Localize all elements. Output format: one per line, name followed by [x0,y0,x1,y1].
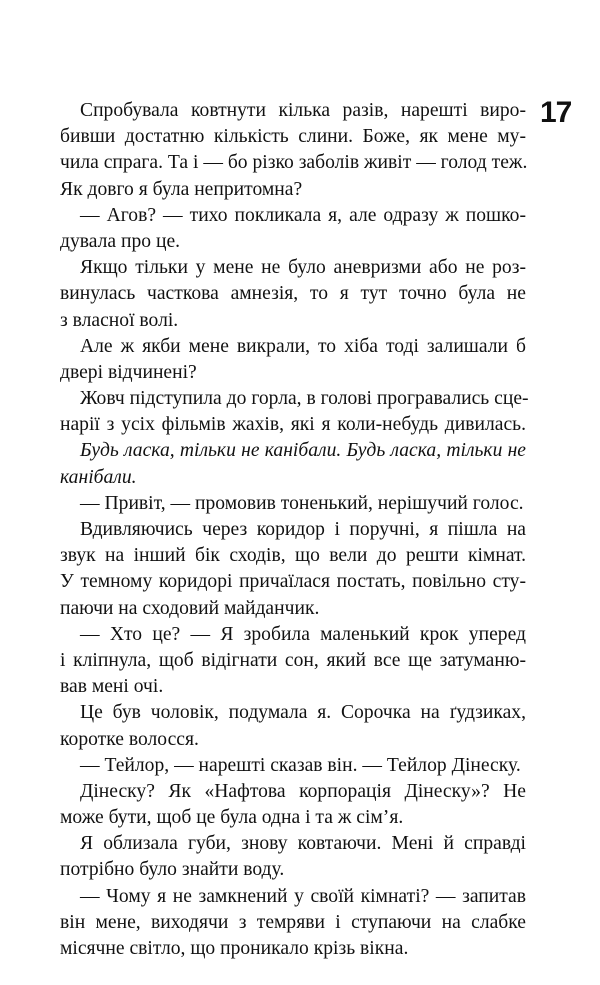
text-line: — Хто це? — Я зробила маленький крок уперед [80,623,526,645]
text-line: — Чому я не замкнений у своїй кімнаті? — запитав [80,885,526,907]
text-line: Вдивляючись через коридор і поручні, я пішла на [80,519,526,540]
text-line: Якщо тільки у мене не було аневризми або не роз- [80,257,526,279]
text-line: він мене, виходячи з темряви і ступаючи на слабке [60,911,526,933]
text-line: коротке волосся. [60,728,199,750]
text-line: бивши достатню кількість слини. Боже, як мене му- [60,126,526,148]
text-line: може бути, щоб це була одна і та ж сім’я. [60,807,404,829]
text-line: канібали. [60,466,137,488]
text-line: з власної волі. [60,309,179,331]
text-line: Спробувала ковтнути кілька разів, нарешті виро- [80,100,526,121]
text-line: нарії з усіх фільмів жахів, які я коли-небудь дивилась. [60,414,526,436]
text-line: дувала про це. [60,230,181,252]
text-line: вав мені очі. [60,676,164,698]
text-line: Це був чоловік, подумала я. Сорочка на ґудзиках, [80,702,526,724]
text-line: Як довго я була непритомна? [60,178,303,200]
text-line: — Привіт, — промовив тоненький, нерішучий голос. [80,492,524,514]
page-text [60,98,529,962]
text-line: винулась часткова амнезія, то я тут точно була не [60,283,526,305]
text-line: чила спрага. Та і — бо різко заболів живіт — голод теж. [60,152,528,174]
text-line: паючи на сходовий майданчик. [60,597,320,619]
text-line: — Тейлор, — нарешті сказав він. — Тейлор Дінеску. [80,754,521,776]
text-line: звук на інший бік сходів, що вели до решти кімнат. [60,545,526,567]
text-line: Жовч підступила до горла, в голові програвались сце- [80,388,529,410]
text-line: — Агов? — тихо покликала я, але одразу ж пошко- [80,204,526,226]
text-line: Я облизала губи, знову ковтаючи. Мені й справді [80,833,526,855]
text-line: Дінеску? Як «Нафтова корпорація Дінеску»? Не [80,780,526,802]
text-line: Будь ласка, тільки не канібали. Будь ласка, тільки не [80,440,526,462]
text-line: і кліпнула, щоб відігнати сон, який все ще затуманю- [60,649,526,671]
text-line: потрібно було знайти воду. [60,859,285,881]
text-line: місячне світло, що проникало крізь вікна. [60,938,409,959]
text-line: У темному коридорі причаїлася постать, повільно сту- [60,571,526,593]
page-number: 17 [540,96,572,129]
text-line: двері відчинені? [60,361,197,383]
text-line: Але ж якби мене викрали, то хіба тоді залишали б [80,335,526,357]
